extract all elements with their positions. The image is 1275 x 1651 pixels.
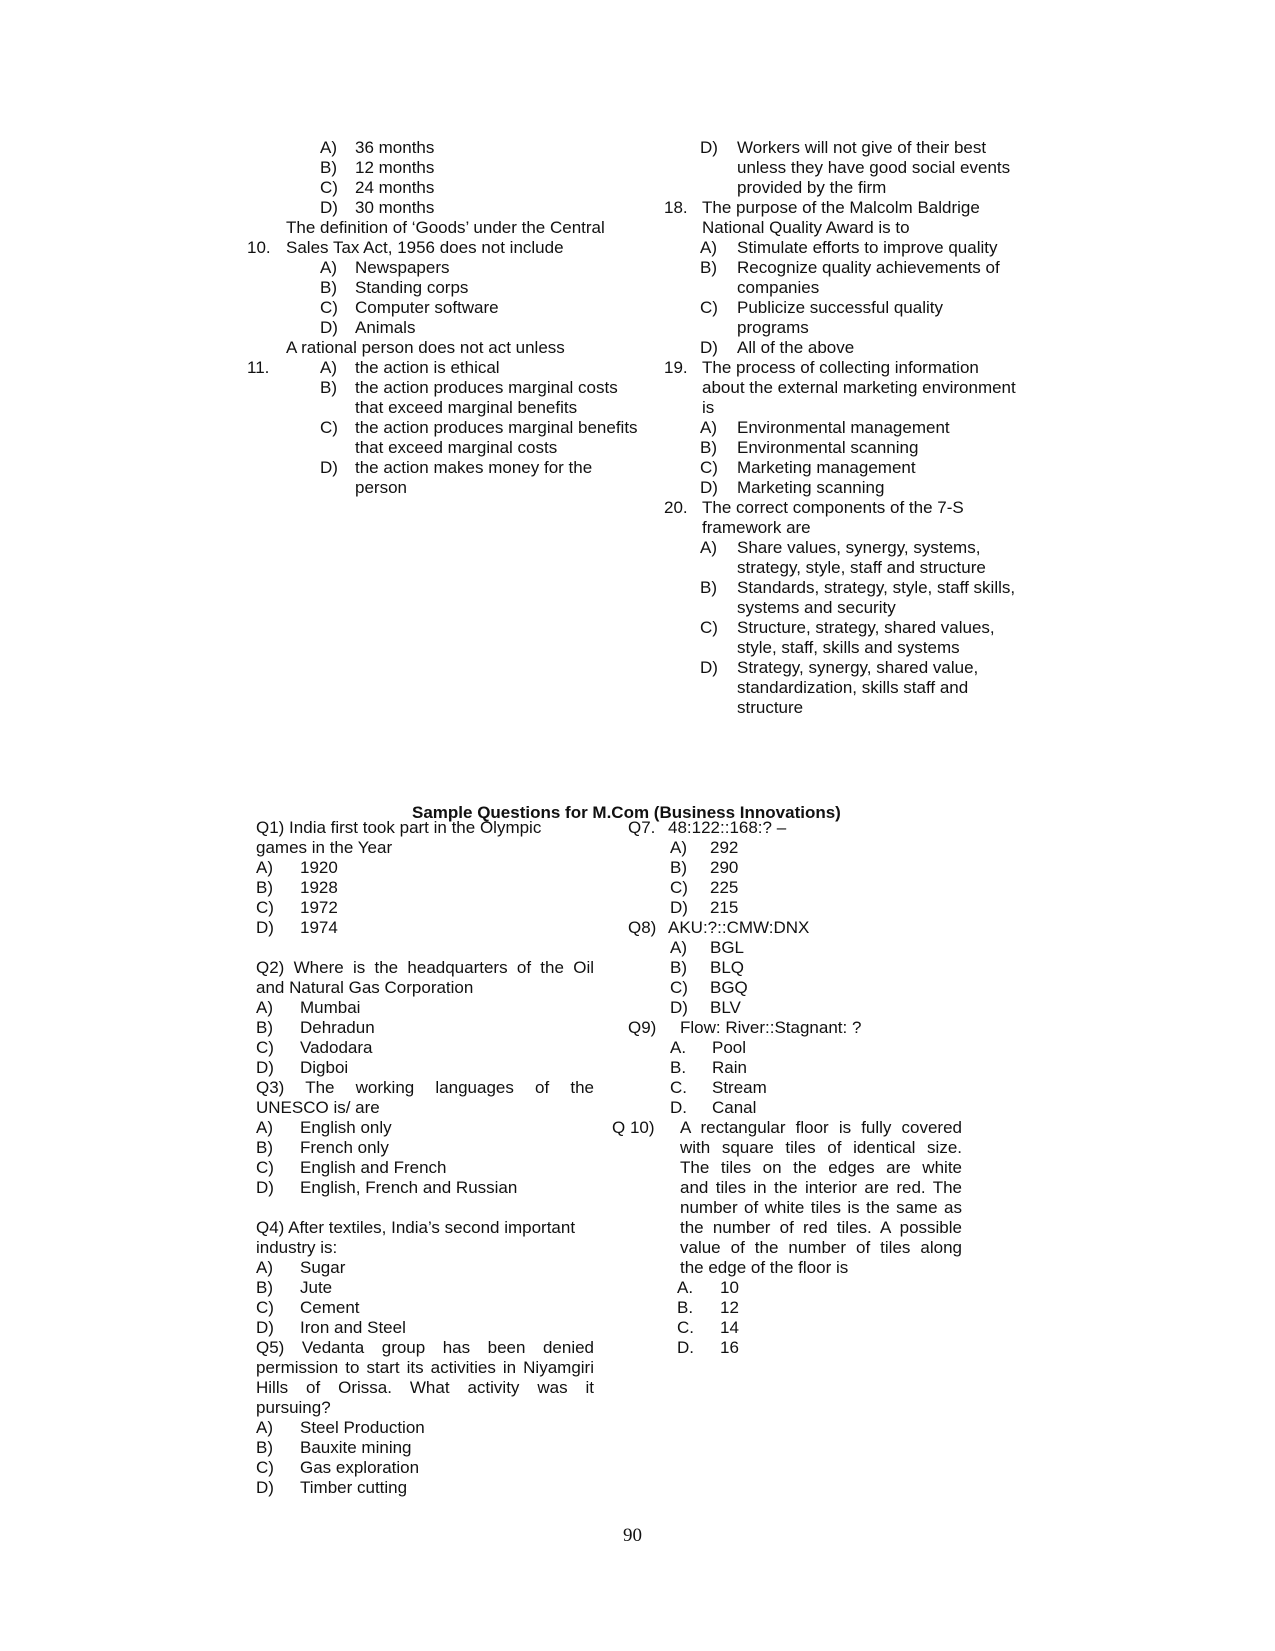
bottom-left-line: A) bbox=[256, 1118, 273, 1137]
bottom-right-line: C) bbox=[670, 978, 688, 997]
top-right-line: Recognize quality achievements of bbox=[737, 258, 1000, 277]
bottom-left-line: Mumbai bbox=[300, 998, 361, 1017]
bottom-left-line: C) bbox=[256, 1298, 274, 1317]
top-right-line: D) bbox=[700, 338, 718, 357]
top-left-line: the action produces marginal costs bbox=[355, 378, 618, 397]
bottom-right-line: the number of red tiles. A possible bbox=[680, 1218, 962, 1237]
top-left-line: C) bbox=[320, 418, 338, 437]
bottom-right-line: 292 bbox=[710, 838, 739, 857]
section-title: Sample Questions for M.Com (Business Innovations) bbox=[412, 803, 841, 822]
bottom-left-line: Vadodara bbox=[300, 1038, 373, 1057]
top-left-line: The definition of ‘Goods’ under the Central bbox=[286, 218, 605, 237]
bottom-right-line: A. bbox=[677, 1278, 694, 1297]
top-right-line: Structure, strategy, shared values, bbox=[737, 618, 995, 637]
top-left-line: 30 months bbox=[355, 198, 435, 217]
bottom-right-line: 48:122::168:? – bbox=[668, 818, 787, 837]
bottom-right-line: C) bbox=[670, 878, 688, 897]
top-left-line: A rational person does not act unless bbox=[286, 338, 565, 357]
top-right-line: Workers will not give of their best bbox=[737, 138, 987, 157]
bottom-right-line: D. bbox=[677, 1338, 694, 1357]
bottom-right-line: with square tiles of identical size. bbox=[680, 1138, 962, 1157]
bottom-left-line: Bauxite mining bbox=[300, 1438, 412, 1457]
top-right-line: D) bbox=[700, 138, 718, 157]
bottom-left-line: Sugar bbox=[300, 1258, 346, 1277]
top-right-line: Stimulate efforts to improve quality bbox=[737, 238, 998, 257]
bottom-left-line: Q3) The working languages of the bbox=[256, 1078, 594, 1097]
bottom-right-line: 14 bbox=[720, 1318, 739, 1337]
bottom-left-line: UNESCO is/ are bbox=[256, 1098, 380, 1117]
top-left-line: that exceed marginal costs bbox=[355, 438, 558, 457]
bottom-right-line: Q 10) bbox=[612, 1118, 655, 1137]
bottom-left-line: Q2) Where is the headquarters of the Oil bbox=[256, 958, 594, 977]
top-right-line: provided by the firm bbox=[737, 178, 887, 197]
top-right-line: The process of collecting information bbox=[702, 358, 979, 377]
bottom-right-line: 225 bbox=[710, 878, 739, 897]
top-left-line: B) bbox=[320, 378, 337, 397]
top-right-line: Strategy, synergy, shared value, bbox=[737, 658, 979, 677]
top-left-line: Computer software bbox=[355, 298, 499, 317]
bottom-right-line: B) bbox=[670, 958, 687, 977]
bottom-left-line: A) bbox=[256, 1418, 273, 1437]
top-right-line: Marketing scanning bbox=[737, 478, 885, 497]
top-right-line: C) bbox=[700, 618, 718, 637]
top-right-line: Publicize successful quality bbox=[737, 298, 943, 317]
top-left-line: A) bbox=[320, 358, 337, 377]
bottom-right-line: D. bbox=[670, 1098, 687, 1117]
bottom-right-line: The tiles on the edges are white bbox=[680, 1158, 962, 1177]
bottom-left-line: D) bbox=[256, 1178, 274, 1197]
top-right-line: 19. bbox=[664, 358, 688, 377]
top-left-line: 11. bbox=[247, 358, 270, 377]
top-right-line: is bbox=[702, 398, 715, 417]
top-right-line: D) bbox=[700, 478, 718, 497]
top-right-line: All of the above bbox=[737, 338, 855, 357]
bottom-left-line: Timber cutting bbox=[300, 1478, 408, 1497]
bottom-right-line: Q9) bbox=[628, 1018, 657, 1037]
top-right-line: The correct components of the 7-S bbox=[702, 498, 964, 517]
bottom-right-line: Q8) bbox=[628, 918, 657, 937]
top-right-line: C) bbox=[700, 298, 718, 317]
top-right-line: C) bbox=[700, 458, 718, 477]
top-right-line: B) bbox=[700, 578, 717, 597]
bottom-left-line: D) bbox=[256, 1058, 274, 1077]
bottom-right-line: Pool bbox=[712, 1038, 747, 1057]
bottom-left-line: Hills of Orissa. What activity was it bbox=[256, 1378, 594, 1397]
top-left-line: A) bbox=[320, 138, 337, 157]
bottom-right-line: C. bbox=[670, 1078, 687, 1097]
bottom-right-line: BGL bbox=[710, 938, 745, 957]
bottom-right-line: and tiles in the interior are red. The bbox=[680, 1178, 962, 1197]
bottom-left-line: French only bbox=[300, 1138, 389, 1157]
bottom-left-line: C) bbox=[256, 1038, 274, 1057]
bottom-left-line: pursuing? bbox=[256, 1398, 331, 1417]
bottom-left-line: D) bbox=[256, 1478, 274, 1497]
bottom-left-line: C) bbox=[256, 898, 274, 917]
top-right-line: Environmental management bbox=[737, 418, 950, 437]
bottom-right-line: AKU:?::CMW:DNX bbox=[668, 918, 810, 937]
top-right-line: National Quality Award is to bbox=[702, 218, 910, 237]
bottom-left-line: D) bbox=[256, 1318, 274, 1337]
bottom-left-line: Digboi bbox=[300, 1058, 349, 1077]
top-left-line: the action produces marginal benefits bbox=[355, 418, 638, 437]
bottom-right-line: Rain bbox=[712, 1058, 747, 1077]
top-right-line: structure bbox=[737, 698, 804, 717]
bottom-left-line: English, French and Russian bbox=[300, 1178, 518, 1197]
bottom-left-line: B) bbox=[256, 878, 273, 897]
bottom-right-line: BLV bbox=[710, 998, 741, 1017]
bottom-right-line: 12 bbox=[720, 1298, 739, 1317]
bottom-left-line: 1974 bbox=[300, 918, 338, 937]
bottom-right-line: the edge of the floor is bbox=[680, 1258, 849, 1277]
top-left-line: that exceed marginal benefits bbox=[355, 398, 578, 417]
bottom-right-line: 215 bbox=[710, 898, 739, 917]
top-left-line: Sales Tax Act, 1956 does not include bbox=[286, 238, 564, 257]
bottom-left-line: A) bbox=[256, 1258, 273, 1277]
bottom-right-line: B. bbox=[677, 1298, 694, 1317]
bottom-left-line: and Natural Gas Corporation bbox=[256, 978, 474, 997]
top-left-line: the action makes money for the bbox=[355, 458, 593, 477]
top-right-line: B) bbox=[700, 258, 717, 277]
top-right-line: Environmental scanning bbox=[737, 438, 919, 457]
bottom-left-line: English and French bbox=[300, 1158, 447, 1177]
bottom-left-line: Gas exploration bbox=[300, 1458, 420, 1477]
bottom-left-line: B) bbox=[256, 1138, 273, 1157]
bottom-left-line: 1920 bbox=[300, 858, 338, 877]
top-right-line: unless they have good social events bbox=[737, 158, 1011, 177]
top-right-line: Marketing management bbox=[737, 458, 916, 477]
page-number: 90 bbox=[623, 1525, 642, 1546]
top-right-line: Share values, synergy, systems, bbox=[737, 538, 981, 557]
top-right-line: companies bbox=[737, 278, 820, 297]
top-right-line: systems and security bbox=[737, 598, 896, 617]
top-right-line: The purpose of the Malcolm Baldrige bbox=[702, 198, 980, 217]
top-right-line: about the external marketing environment bbox=[702, 378, 1016, 397]
top-left-line: 36 months bbox=[355, 138, 435, 157]
bottom-left-line: Iron and Steel bbox=[300, 1318, 406, 1337]
top-left-line: 24 months bbox=[355, 178, 435, 197]
top-left-line: B) bbox=[320, 278, 337, 297]
bottom-left-line: Q1) India first took part in the Olympic bbox=[256, 818, 542, 837]
top-right-line: Standards, strategy, style, staff skills, bbox=[737, 578, 1016, 597]
bottom-right-line: BLQ bbox=[710, 958, 745, 977]
bottom-right-line: B. bbox=[670, 1058, 687, 1077]
top-right-line: 20. bbox=[664, 498, 688, 517]
bottom-left-line: C) bbox=[256, 1458, 274, 1477]
bottom-left-line: Dehradun bbox=[300, 1018, 375, 1037]
top-right-line: D) bbox=[700, 658, 718, 677]
bottom-right-line: BGQ bbox=[710, 978, 748, 997]
top-left-line: C) bbox=[320, 298, 338, 317]
top-left-line: D) bbox=[320, 198, 338, 217]
bottom-left-line: Cement bbox=[300, 1298, 360, 1317]
bottom-left-line: A) bbox=[256, 998, 273, 1017]
bottom-left-line: permission to start its activities in Niyamgiri bbox=[256, 1358, 594, 1377]
top-left-line: A) bbox=[320, 258, 337, 277]
bottom-left-line: B) bbox=[256, 1018, 273, 1037]
bottom-right-line: A rectangular floor is fully covered bbox=[680, 1118, 962, 1137]
top-right-line: framework are bbox=[702, 518, 811, 537]
bottom-left-line: industry is: bbox=[256, 1238, 338, 1257]
top-left-line: 10. bbox=[247, 238, 271, 257]
bottom-right-line: 290 bbox=[710, 858, 739, 877]
top-right-line: A) bbox=[700, 418, 717, 437]
top-left-line: Animals bbox=[355, 318, 416, 337]
top-right-line: B) bbox=[700, 438, 717, 457]
bottom-right-line: Stream bbox=[712, 1078, 767, 1097]
top-right-line: A) bbox=[700, 538, 717, 557]
bottom-left-line: A) bbox=[256, 858, 273, 877]
bottom-left-line: D) bbox=[256, 918, 274, 937]
bottom-left-line: games in the Year bbox=[256, 838, 393, 857]
bottom-right-line: D) bbox=[670, 998, 688, 1017]
bottom-left-line: Steel Production bbox=[300, 1418, 425, 1437]
top-right-line: programs bbox=[737, 318, 809, 337]
bottom-right-line: D) bbox=[670, 898, 688, 917]
top-right-line: 18. bbox=[664, 198, 688, 217]
top-left-line: person bbox=[355, 478, 407, 497]
bottom-right-line: C. bbox=[677, 1318, 694, 1337]
bottom-right-line: Flow: River::Stagnant: ? bbox=[680, 1018, 862, 1037]
bottom-left-line: B) bbox=[256, 1278, 273, 1297]
top-right-line: strategy, style, staff and structure bbox=[737, 558, 986, 577]
bottom-right-line: Q7. bbox=[628, 818, 656, 837]
bottom-right-line: 16 bbox=[720, 1338, 739, 1357]
top-right-line: style, staff, skills and systems bbox=[737, 638, 960, 657]
bottom-right-line: 10 bbox=[720, 1278, 739, 1297]
top-left-line: Newspapers bbox=[355, 258, 450, 277]
top-left-line: Standing corps bbox=[355, 278, 469, 297]
top-right-line: standardization, skills staff and bbox=[737, 678, 969, 697]
bottom-right-line: A) bbox=[670, 838, 687, 857]
top-left-line: C) bbox=[320, 178, 338, 197]
bottom-right-line: A. bbox=[670, 1038, 687, 1057]
bottom-left-line: Q4) After textiles, India’s second important bbox=[256, 1218, 576, 1237]
bottom-left-line: English only bbox=[300, 1118, 392, 1137]
top-left-line: the action is ethical bbox=[355, 358, 500, 377]
top-left-line: B) bbox=[320, 158, 337, 177]
bottom-left-line: Q5) Vedanta group has been denied bbox=[256, 1338, 594, 1357]
top-left-line: D) bbox=[320, 458, 338, 477]
bottom-left-line: 1972 bbox=[300, 898, 338, 917]
bottom-right-line: value of the number of tiles along bbox=[680, 1238, 962, 1257]
bottom-left-line: B) bbox=[256, 1438, 273, 1457]
bottom-left-line: 1928 bbox=[300, 878, 338, 897]
bottom-right-line: B) bbox=[670, 858, 687, 877]
bottom-left-line: C) bbox=[256, 1158, 274, 1177]
top-right-line: A) bbox=[700, 238, 717, 257]
top-left-line: 12 months bbox=[355, 158, 435, 177]
bottom-right-line: Canal bbox=[712, 1098, 757, 1117]
bottom-left-line: Jute bbox=[300, 1278, 333, 1297]
bottom-right-line: number of white tiles is the same as bbox=[680, 1198, 962, 1217]
top-left-line: D) bbox=[320, 318, 338, 337]
bottom-right-line: A) bbox=[670, 938, 687, 957]
